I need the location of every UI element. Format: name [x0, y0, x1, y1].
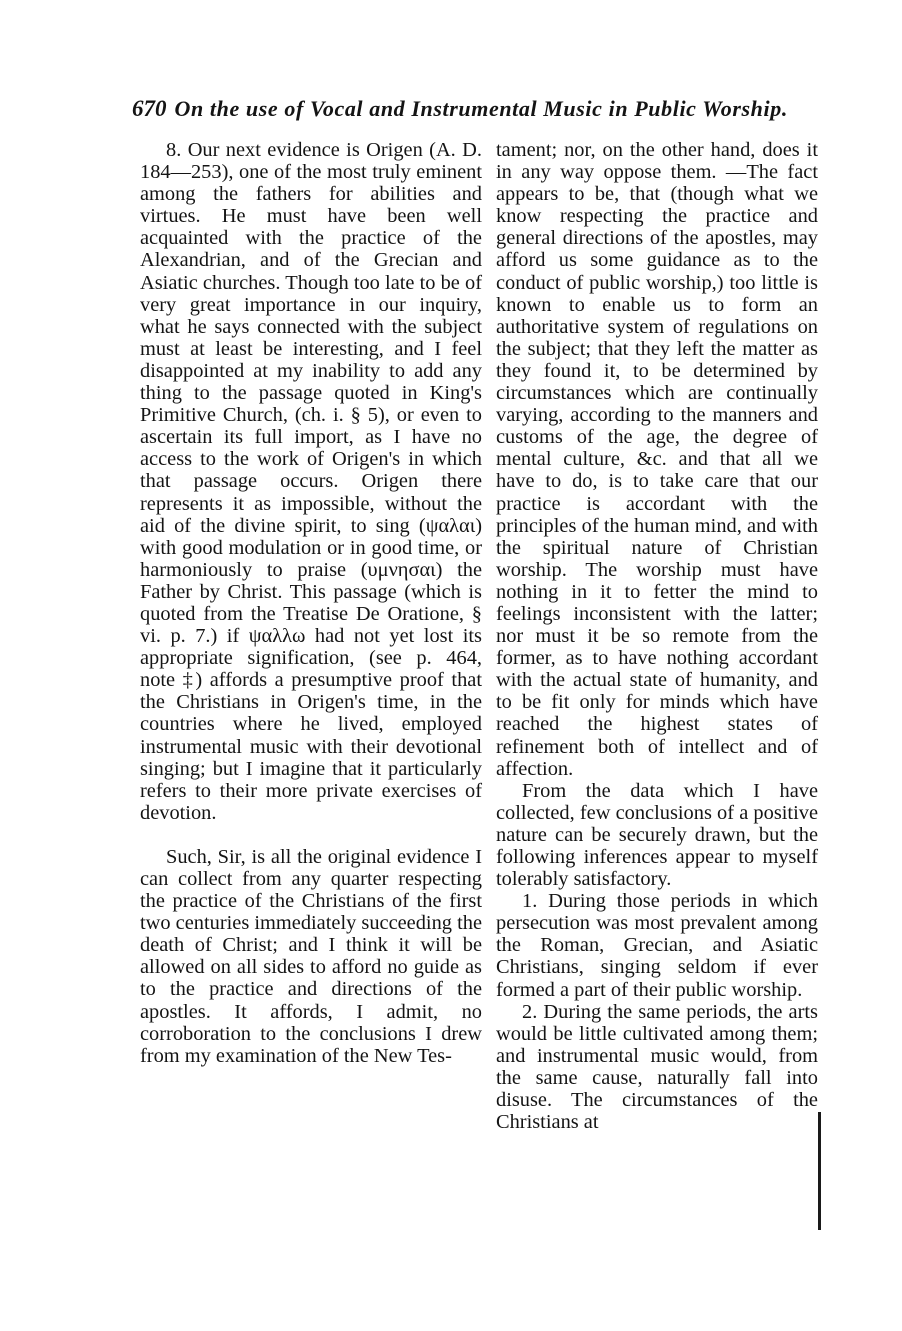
running-title: On the use of Vocal and Instrumental Music in Public Worship. — [174, 96, 788, 121]
margin-rule — [818, 1112, 821, 1230]
left-column — [140, 139, 482, 1067]
right-column — [496, 139, 818, 1133]
page-header — [132, 96, 822, 132]
paragraph-original-evidence-summary: Such, Sir, is all the original evidence I can collect from any quarter respecting the practice of the Christians of the first two centuries immediately succeeding the death of Christ; and I think it will be allowed on all sides to afford no guide as to the practice and directions of the apostles. It affords, I admit, no corroboration to the conclusions I drew from my examination of the New Tes- — [140, 845, 482, 1067]
paragraph-inference-1: 1. During those periods in which persecution was most prevalent among the Roman, Grecian, and Asiatic Christians, singing seldom if ever formed a part of their public worship. — [496, 890, 818, 1001]
page-number: 670 — [132, 96, 167, 121]
paragraph-conclusions-intro: From the data which I have collected, few conclusions of a positive nature can be securely drawn, but the following inferences appear to myself tolerably satisfactory. — [496, 779, 818, 891]
paragraph-continuation: tament; nor, on the other hand, does it in any way oppose them. —The fact appears to be, that (though what we know respecting the practice and general directions of the apostles, may afford us some guidance as to the conduct of public worship,) too little is known to enable us to form an authoritative system of regulations on the subject; that they left the matter as they found it, to be determined by circumstances which are continually varying, according to the manners and customs of the age, the degree of mental culture, &c. and that all we have to do, is to take care that our practice is accordant with the principles of the human mind, and with the spiritual nature of Christian worship. The worship must have nothing in it to fetter the mind to feelings inconsistent with the latter; nor must it be so remote from the former, as to have nothing accordant with the actual state of humanity, and to be fit only for minds which have reached the highest states of refinement both of intellect and of affection. — [496, 139, 818, 780]
paragraph-inference-2: 2. During the same periods, the arts would be little cultivated among them; and instrumental music would, from the same cause, naturally fall into disuse. The circumstances of the Christians at — [496, 1000, 818, 1134]
paragraph-origen-evidence: 8. Our next evidence is Origen (A. D. 184—253), one of the most truly eminent among the fathers for abilities and virtues. He must have been well acquainted with the practice of the Alexandrian, and of the Grecian and Asiatic churches. Though too late to be of very great importance in our inquiry, what he says connected with the subject must at least be interesting, and I feel disappointed at my inability to add any thing to the passage quoted in King's Primitive Church, (ch. i. § 5), or even to ascertain its full import, as I have no access to the work of Origen's in which that passage occurs. Origen there represents it as impossible, without the aid of the divine spirit, to sing (ψαλαι) with good modulation or in good time, or harmoniously to praise (υμνησαι) the Father by Christ. This passage (which is quoted from the Treatise De Oratione, § vi. p. 7.) if ψαλλω had not yet lost its appropriate signification, (see p. 464, note ‡) affords a presumptive proof that the Christians in Origen's time, in the countries where he lived, employed instrumental music with their devotional singing; but I imagine that it particularly refers to their more private exercises of devotion. — [140, 139, 482, 824]
